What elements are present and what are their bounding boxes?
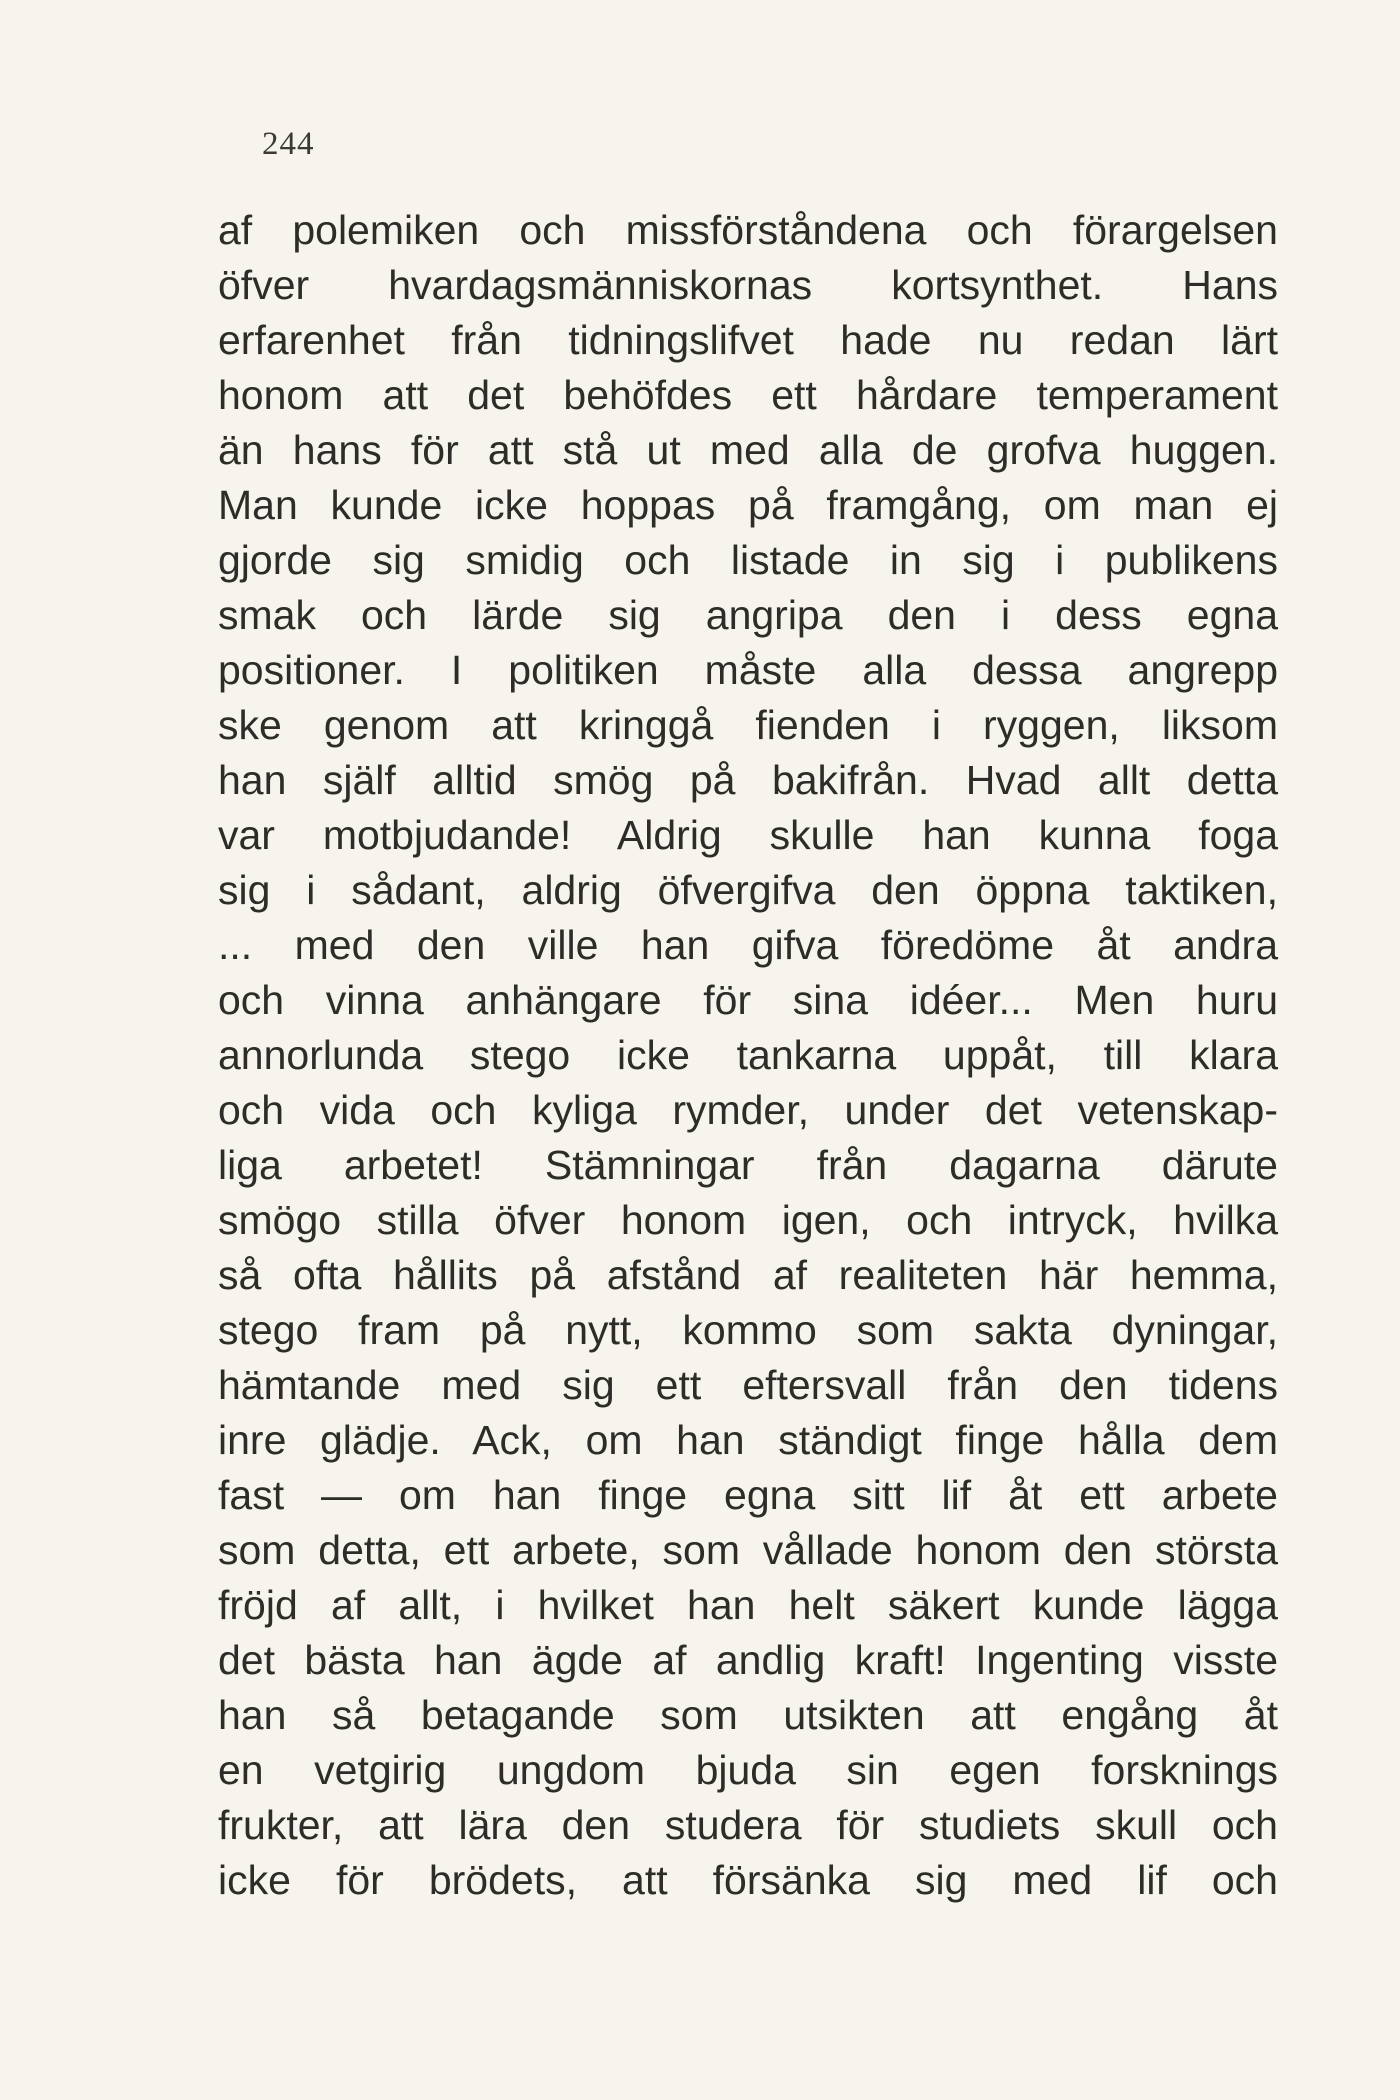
text-line: sig i sådant, aldrig öfvergifva den öppna taktiken, [218, 867, 1278, 913]
text-line: icke för brödets, att försänka sig med lif och [218, 1857, 1278, 1903]
text-line: öfver hvardagsmänniskornas kortsynthet. Hans [218, 262, 1278, 308]
text-line: och vinna anhängare för sina idéer... Men huru [218, 977, 1278, 1023]
text-line: ... med den ville han gifva föredöme åt andra [218, 922, 1278, 968]
text-line: det bästa han ägde af andlig kraft! Ingenting visste [218, 1637, 1278, 1683]
text-line: Man kunde icke hoppas på framgång, om man ej [218, 482, 1278, 528]
text-line: smak och lärde sig angripa den i dess egna [218, 592, 1278, 638]
text-line: annorlunda stego icke tankarna uppåt, till klara [218, 1032, 1278, 1078]
text-line: inre glädje. Ack, om han ständigt finge hålla dem [218, 1417, 1278, 1463]
text-line: som detta, ett arbete, som vållade honom den största [218, 1527, 1278, 1573]
text-line: hämtande med sig ett eftersvall från den tidens [218, 1362, 1278, 1408]
text-line: gjorde sig smidig och listade in sig i publikens [218, 537, 1278, 583]
text-line: frukter, att lära den studera för studiets skull och [218, 1802, 1278, 1848]
text-line: fast — om han finge egna sitt lif åt ett arbete [218, 1472, 1278, 1518]
text-line: ske genom att kringgå fienden i ryggen, liksom [218, 702, 1278, 748]
text-line: fröjd af allt, i hvilket han helt säkert kunde lägga [218, 1582, 1278, 1628]
text-line: en vetgirig ungdom bjuda sin egen forsknings [218, 1747, 1278, 1793]
text-line: positioner. I politiken måste alla dessa angrepp [218, 647, 1278, 693]
body-text [218, 203, 1278, 1908]
text-line: var motbjudande! Aldrig skulle han kunna foga [218, 812, 1278, 858]
text-line: så ofta hållits på afstånd af realiteten här hemma, [218, 1252, 1278, 1298]
text-line: honom att det behöfdes ett hårdare temperament [218, 372, 1278, 418]
text-line: af polemiken och missförståndena och förargelsen [218, 207, 1278, 253]
text-line: och vida och kyliga rymder, under det vetenskap- [218, 1087, 1278, 1133]
page-number: 244 [262, 126, 315, 162]
text-line: stego fram på nytt, kommo som sakta dyningar, [218, 1307, 1278, 1353]
text-line: han så betagande som utsikten att engång åt [218, 1692, 1278, 1738]
text-line: erfarenhet från tidningslifvet hade nu redan lärt [218, 317, 1278, 363]
text-line: han själf alltid smög på bakifrån. Hvad allt detta [218, 757, 1278, 803]
text-line: än hans för att stå ut med alla de grofva huggen. [218, 427, 1278, 473]
text-line: smögo stilla öfver honom igen, och intryck, hvilka [218, 1197, 1278, 1243]
text-line: liga arbetet! Stämningar från dagarna därute [218, 1142, 1278, 1188]
